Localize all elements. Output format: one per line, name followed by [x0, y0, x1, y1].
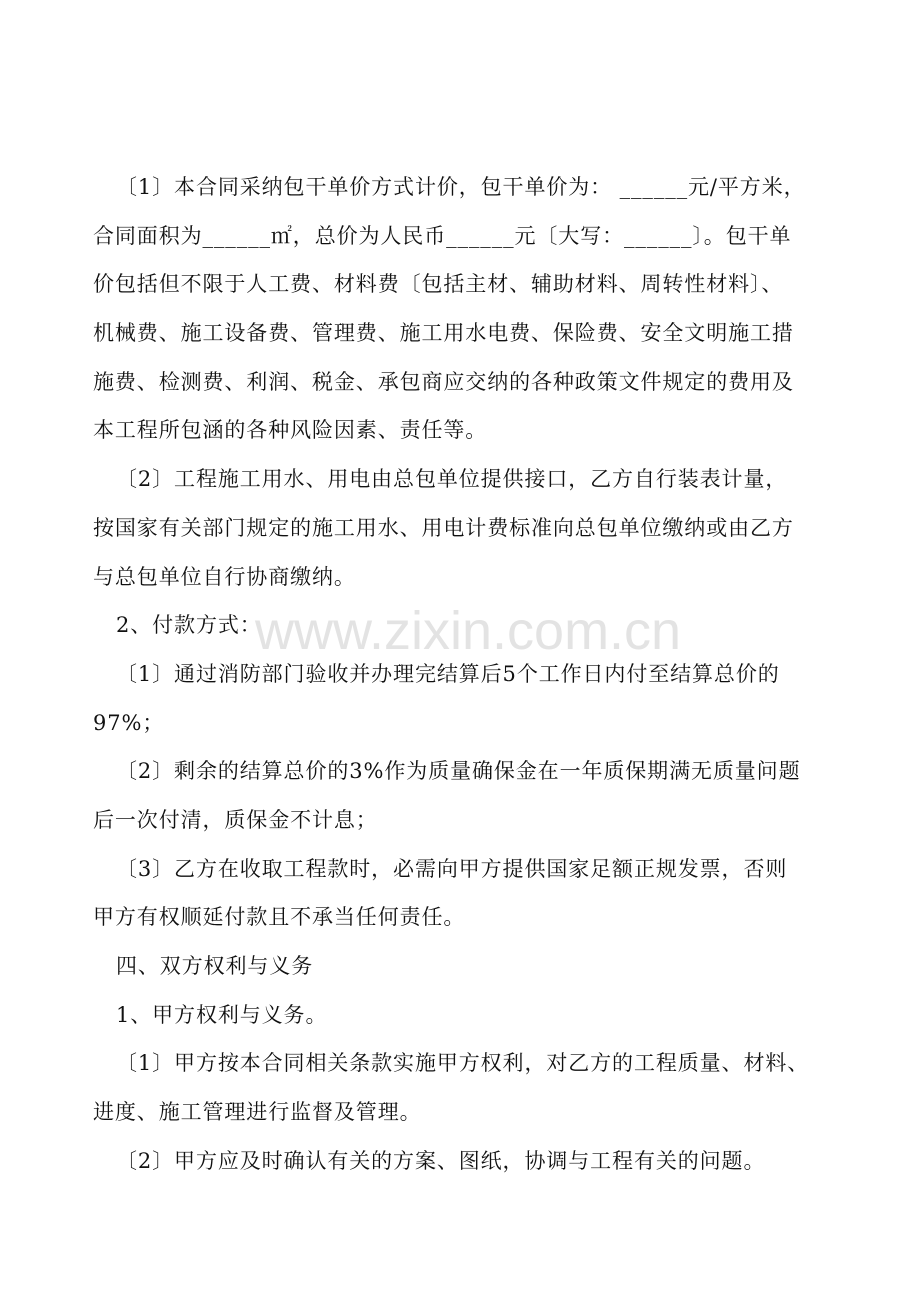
- text-line: 与总包单位自行协商缴纳。: [93, 564, 356, 589]
- text-line: 2、付款方式：: [116, 613, 262, 638]
- document-body: [93, 163, 828, 1185]
- text-line: 〔1〕甲方按本合同相关条款实施甲方权利，对乙方的工程质量、材料、: [116, 1051, 810, 1076]
- text-line: 施费、检测费、利润、税金、承包商应交纳的各种政策文件规定的费用及: [93, 369, 794, 394]
- text-line: 机械费、施工设备费、管理费、施工用水电费、保险费、安全文明施工措: [93, 321, 794, 346]
- text-line: 四、双方权利与义务: [116, 954, 314, 978]
- text-line: 甲方有权顺延付款且不承当任何责任。: [93, 905, 466, 930]
- text-line: 后一次付清，质保金不计息；: [93, 807, 378, 832]
- text-line: 1、甲方权利与义务。: [116, 1002, 328, 1027]
- text-line: 〔2〕剩余的结算总价的3%作为质量确保金在一年质保期满无质量问题: [116, 759, 801, 784]
- text-line: 进度、施工管理进行监督及管理。: [93, 1100, 422, 1125]
- watermark: www.zixin.com.cn: [255, 601, 682, 661]
- text-line: 价包括但不限于人工费、材料费〔包括主材、辅助材料、周转性材料〕、: [93, 272, 784, 297]
- text-line: 〔1〕本合同采纳包干单价方式计价，包干单价为： ______元/平方米，: [116, 175, 806, 199]
- text-line: 按国家有关部门规定的施工用水、用电计费标准向总包单位缴纳或由乙方: [93, 515, 794, 540]
- text-line: 合同面积为______㎡，总价为人民币______元〔大写：______〕。包干单: [93, 223, 792, 248]
- text-line: 〔2〕甲方应及时确认有关的方案、图纸，协调与工程有关的问题。: [116, 1148, 766, 1173]
- text-line: 〔2〕工程施工用水、用电由总包单位提供接口，乙方自行装表计量，: [116, 467, 788, 492]
- text-line: 97%；: [93, 710, 165, 735]
- text-line: 〔1〕通过消防部门验收并办理完结算后5个工作日内付至结算总价的: [116, 661, 780, 686]
- text-line: 〔3〕乙方在收取工程款时，必需向甲方提供国家足额正规发票，否则: [116, 856, 788, 881]
- text-line: 本工程所包涵的各种风险因素、责任等。: [93, 418, 488, 443]
